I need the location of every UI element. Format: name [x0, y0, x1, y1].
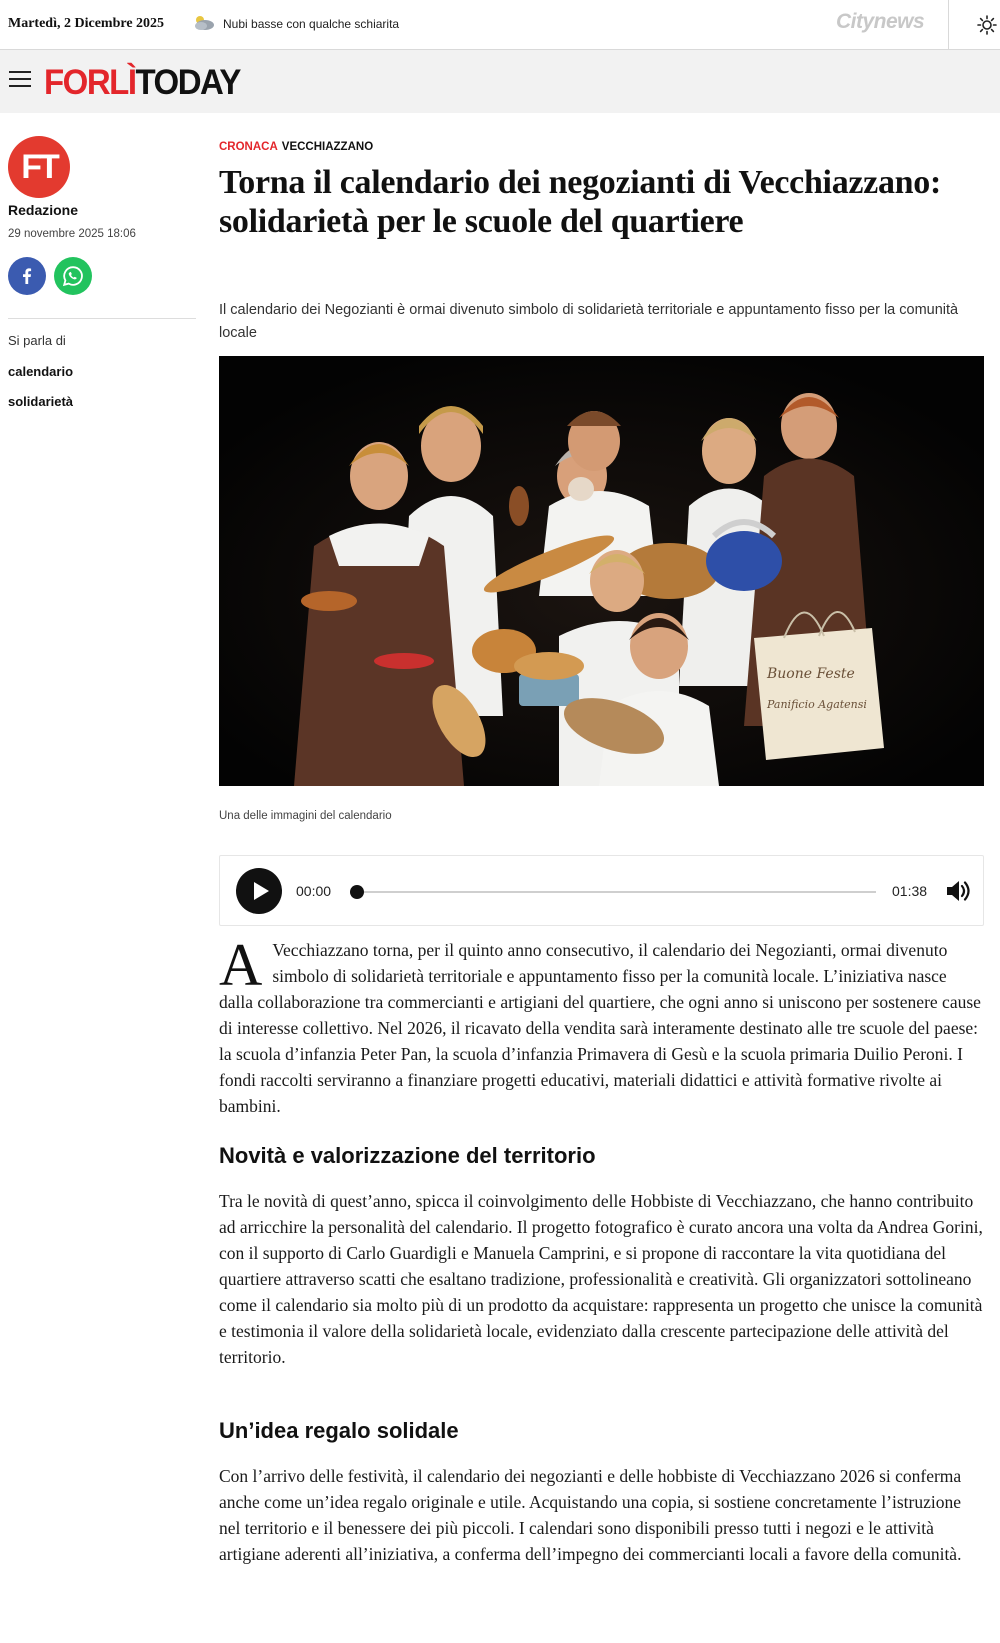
- hamburger-menu-icon[interactable]: [9, 71, 31, 89]
- author-name[interactable]: Redazione: [8, 202, 79, 218]
- author-avatar[interactable]: FT: [8, 136, 70, 198]
- whatsapp-share-button[interactable]: [54, 257, 92, 295]
- site-header: [0, 50, 1000, 113]
- current-date: Martedì, 2 Dicembre 2025: [8, 16, 165, 31]
- section-heading: Un’idea regalo solidale: [219, 1418, 459, 1443]
- site-logo[interactable]: [44, 61, 240, 102]
- seek-bar[interactable]: [350, 891, 876, 893]
- weather-text: Nubi basse con qualche schiarita: [223, 17, 400, 31]
- facebook-share-button[interactable]: [8, 257, 46, 295]
- article-kicker: [219, 141, 373, 153]
- article-title: Torna il calendario dei negozianti di Vecchiazzano: solidarietà per le scuole del quartiere: [219, 164, 942, 240]
- sun-icon[interactable]: [977, 15, 997, 35]
- article-paragraph: Tra le novità di quest’anno, spicca il coinvolgimento delle Hobbiste di Vecchiazzano, che hanno contribuito ad arricchire la personalità del calendario. Il progetto fotografico è curato ancora una volta da Andrea Gorini, con il supporto di Carlo Guardigli e Manuela Camprini, e si propone di raccontare la vita quotidiana del quartiere attraverso scatti che esaltano tradizione, professionalità e creatività. Gli organizzatori sottolineano come il calendario sia molto più di un prodotto da acquistare: rappresenta un progetto che unisce la comunità e testimonia il valore della solidarietà locale, evidenziato dalla crescente partecipazione delle attività del territorio.: [219, 1191, 983, 1367]
- article-photo[interactable]: [219, 356, 984, 786]
- image-caption: Una delle immagini del calendario: [219, 810, 392, 822]
- tag-link[interactable]: solidarietà: [8, 394, 74, 409]
- facebook-icon: [18, 267, 36, 285]
- bag-lettering: Buone Feste: [767, 666, 855, 682]
- article-paragraph: Con l’arrivo delle festività, il calendario dei negozianti e delle hobbiste di Vecchiazzano 2026 si conferma anche come un’idea regalo originale e utile. Acquistando una copia, si sostiene concretamente l’istruzione nel territorio e il benessere dei più piccoli. I calendari sono disponibili presso tutti i negozi e le attività artigiane aderenti all’iniziativa, a conferma dell’impegno dei commercianti locali a favore della comunità.: [219, 1466, 962, 1564]
- section-heading: Novità e valorizzazione del territorio: [219, 1143, 596, 1168]
- seek-handle[interactable]: [350, 885, 364, 899]
- category-link[interactable]: CRONACA: [219, 141, 278, 153]
- article-summary: Il calendario dei Negozianti è ormai divenuto simbolo di solidarietà territoriale e appuntamento fisso per la comunità locale: [219, 302, 959, 341]
- logo-part-forli: FORLÌ: [44, 61, 136, 102]
- divider: [8, 318, 196, 319]
- tag-link[interactable]: calendario: [8, 364, 74, 379]
- current-time: 00:00: [296, 883, 332, 899]
- whatsapp-icon: [62, 265, 84, 287]
- duration: 01:38: [892, 883, 928, 899]
- logo-part-today: TODAY: [135, 61, 240, 102]
- location-link[interactable]: VECCHIAZZANO: [281, 141, 374, 153]
- top-bar: [0, 0, 1000, 50]
- bag-lettering: Panificio Agatensi: [767, 698, 867, 711]
- citynews-logo[interactable]: Citynews: [836, 10, 925, 33]
- paragraph-text: Vecchiazzano torna, per il quinto anno consecutivo, il calendario dei Negozianti, ormai divenuto simbolo di solidarietà territoriale e appuntamento fisso per la comunità locale. L’iniziativa nasce dalla collaborazione tra commercianti e artigiani del quartiere, che ogni anno si uniscono per sostenere cause di interesse collettivo. Nel 2026, il ricavato della vendita sarà interamente destinato alle tre scuole del paese: la scuola d’infanzia Peter Pan, la scuola d’infanzia Primavera di Gesù e la scuola primaria Duilio Peroni. I fondi raccolti serviranno a finanziare progetti educativi, materiali didattici e attività formative rivolte ai bambini.: [219, 940, 981, 1116]
- publish-date: 29 novembre 2025 18:06: [8, 228, 136, 240]
- tags-label: Si parla di: [8, 333, 66, 348]
- divider: [948, 0, 949, 49]
- play-icon[interactable]: [236, 868, 282, 914]
- audio-player: [219, 855, 984, 926]
- cloud-sun-icon: [191, 13, 215, 33]
- group-photo-illustration: [219, 356, 984, 786]
- article-paragraph: [219, 932, 984, 1119]
- drop-cap: A: [219, 932, 263, 998]
- volume-icon[interactable]: [944, 878, 972, 904]
